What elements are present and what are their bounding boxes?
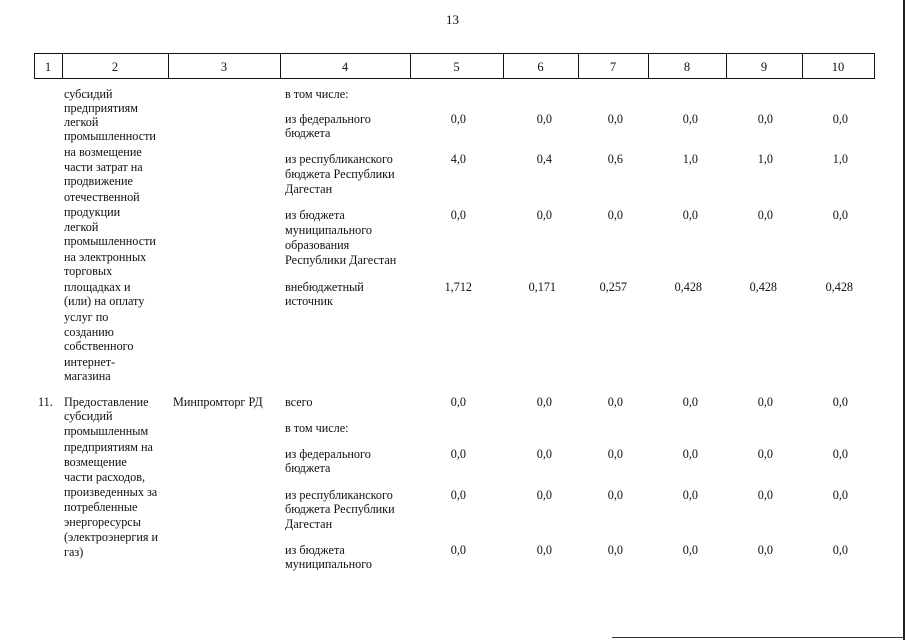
value-cell: 0,0 bbox=[607, 488, 623, 502]
value-cell: 0,428 bbox=[674, 280, 702, 294]
funding-source-label: Дагестан bbox=[285, 182, 333, 196]
description-line: площадках и bbox=[64, 280, 131, 294]
column-header: 2 bbox=[111, 60, 119, 74]
value-cell: 0,0 bbox=[607, 543, 623, 557]
description-line: промышленным bbox=[64, 424, 149, 438]
executor-name: Минпромторг РД bbox=[173, 395, 263, 409]
value-cell: 0,428 bbox=[749, 280, 777, 294]
funding-source-label: из республиканского bbox=[285, 152, 393, 166]
description-line: предприятиям на bbox=[64, 440, 153, 454]
value-cell: 0,0 bbox=[757, 112, 773, 126]
value-cell: 0,4 bbox=[536, 152, 552, 166]
funding-source-label: всего bbox=[285, 395, 313, 409]
col-divider bbox=[874, 53, 875, 79]
value-cell: 0,0 bbox=[832, 543, 848, 557]
description-line: на электронных bbox=[64, 250, 147, 264]
description-line: легкой bbox=[64, 220, 99, 234]
value-cell: 0,0 bbox=[536, 488, 552, 502]
description-line: произведенных за bbox=[64, 485, 158, 499]
value-cell: 0,0 bbox=[832, 112, 848, 126]
column-header: 6 bbox=[537, 60, 544, 74]
value-cell: 0,0 bbox=[682, 112, 698, 126]
value-cell: 1,712 bbox=[444, 280, 472, 294]
description-line: продвижение bbox=[64, 174, 133, 188]
value-cell: 0,0 bbox=[757, 543, 773, 557]
row-number: 11. bbox=[38, 395, 53, 409]
scan-edge-bottom bbox=[612, 637, 905, 638]
column-header: 5 bbox=[453, 60, 460, 74]
funding-source-label: в том числе: bbox=[285, 87, 349, 101]
description-line: потребленные bbox=[64, 500, 138, 514]
description-line: Предоставление bbox=[64, 395, 149, 409]
value-cell: 0,0 bbox=[450, 112, 466, 126]
value-cell: 0,0 bbox=[450, 543, 466, 557]
value-cell: 0,0 bbox=[682, 447, 698, 461]
funding-source-label: образования bbox=[285, 238, 350, 252]
funding-source-label: в том числе: bbox=[285, 421, 349, 435]
value-cell: 0,0 bbox=[536, 208, 552, 222]
value-cell: 1,0 bbox=[832, 152, 848, 166]
funding-source-label: бюджета bbox=[285, 126, 331, 140]
funding-source-label: из бюджета bbox=[285, 543, 345, 557]
value-cell: 0,0 bbox=[757, 447, 773, 461]
description-line: торговых bbox=[64, 264, 113, 278]
value-cell: 0,0 bbox=[450, 208, 466, 222]
value-cell: 0,0 bbox=[832, 488, 848, 502]
funding-source-label: из бюджета bbox=[285, 208, 345, 222]
value-cell: 0,0 bbox=[450, 395, 466, 409]
value-cell: 0,0 bbox=[757, 395, 773, 409]
value-cell: 0,0 bbox=[832, 208, 848, 222]
value-cell: 0,0 bbox=[682, 208, 698, 222]
value-cell: 0,0 bbox=[757, 208, 773, 222]
description-line: субсидий bbox=[64, 87, 113, 101]
description-line: промышленности bbox=[64, 129, 156, 143]
description-line: промышленности bbox=[64, 234, 156, 248]
value-cell: 0,0 bbox=[682, 395, 698, 409]
description-line: возмещение bbox=[64, 455, 127, 469]
description-line: услуг по bbox=[64, 310, 109, 324]
column-header: 9 bbox=[760, 60, 768, 74]
value-cell: 0,0 bbox=[536, 543, 552, 557]
column-header: 3 bbox=[220, 60, 228, 74]
funding-source-label: бюджета bbox=[285, 461, 331, 475]
value-cell: 0,0 bbox=[607, 447, 623, 461]
value-cell: 0,0 bbox=[682, 543, 698, 557]
funding-source-label: Республики Дагестан bbox=[285, 253, 397, 267]
description-line: части затрат на bbox=[64, 160, 143, 174]
funding-source-label: из федерального bbox=[285, 112, 371, 126]
funding-source-label: бюджета Республики bbox=[285, 167, 395, 181]
value-cell: 0,0 bbox=[682, 488, 698, 502]
funding-source-label: бюджета Республики bbox=[285, 502, 395, 516]
value-cell: 0,0 bbox=[536, 395, 552, 409]
description-line: (электроэнергия и bbox=[64, 530, 159, 544]
column-header: 8 bbox=[683, 60, 691, 74]
column-header: 4 bbox=[341, 60, 349, 74]
description-line: энергоресурсы bbox=[64, 515, 141, 529]
header-top-rule bbox=[34, 53, 874, 54]
value-cell: 0,6 bbox=[607, 152, 623, 166]
funding-source-label: из федерального bbox=[285, 447, 371, 461]
funding-source-label: муниципального bbox=[285, 557, 372, 571]
value-cell: 0,0 bbox=[536, 112, 552, 126]
column-header: 10 bbox=[831, 60, 845, 74]
description-line: магазина bbox=[64, 369, 111, 383]
value-cell: 0,0 bbox=[536, 447, 552, 461]
column-header: 1 bbox=[44, 60, 52, 74]
description-line: отечественной bbox=[64, 190, 140, 204]
value-cell: 0,0 bbox=[607, 395, 623, 409]
value-cell: 0,257 bbox=[599, 280, 627, 294]
description-line: предприятиям bbox=[64, 101, 138, 115]
header-bottom-rule bbox=[34, 78, 874, 79]
description-line: газ) bbox=[64, 545, 84, 559]
description-line: созданию bbox=[64, 325, 114, 339]
page-number: 13 bbox=[446, 12, 459, 27]
description-line: (или) на оплату bbox=[64, 294, 145, 308]
value-cell: 0,0 bbox=[832, 395, 848, 409]
value-cell: 4,0 bbox=[450, 152, 466, 166]
description-line: части расходов, bbox=[64, 470, 146, 484]
funding-source-label: источник bbox=[285, 294, 333, 308]
value-cell: 1,0 bbox=[757, 152, 773, 166]
funding-source-label: муниципального bbox=[285, 223, 372, 237]
description-line: на возмещение bbox=[64, 145, 142, 159]
value-cell: 0,171 bbox=[528, 280, 556, 294]
funding-source-label: Дагестан bbox=[285, 517, 333, 531]
value-cell: 0,0 bbox=[832, 447, 848, 461]
value-cell: 0,0 bbox=[757, 488, 773, 502]
funding-source-label: из республиканского bbox=[285, 488, 393, 502]
description-line: легкой bbox=[64, 115, 99, 129]
funding-source-label: внебюджетный bbox=[285, 280, 364, 294]
column-header: 7 bbox=[609, 60, 617, 74]
value-cell: 0,428 bbox=[825, 280, 853, 294]
value-cell: 0,0 bbox=[607, 112, 623, 126]
description-line: собственного bbox=[64, 339, 134, 353]
description-line: субсидий bbox=[64, 409, 113, 423]
value-cell: 0,0 bbox=[607, 208, 623, 222]
description-line: интернет- bbox=[64, 355, 116, 369]
description-line: продукции bbox=[64, 205, 121, 219]
value-cell: 1,0 bbox=[682, 152, 698, 166]
value-cell: 0,0 bbox=[450, 488, 466, 502]
value-cell: 0,0 bbox=[450, 447, 466, 461]
